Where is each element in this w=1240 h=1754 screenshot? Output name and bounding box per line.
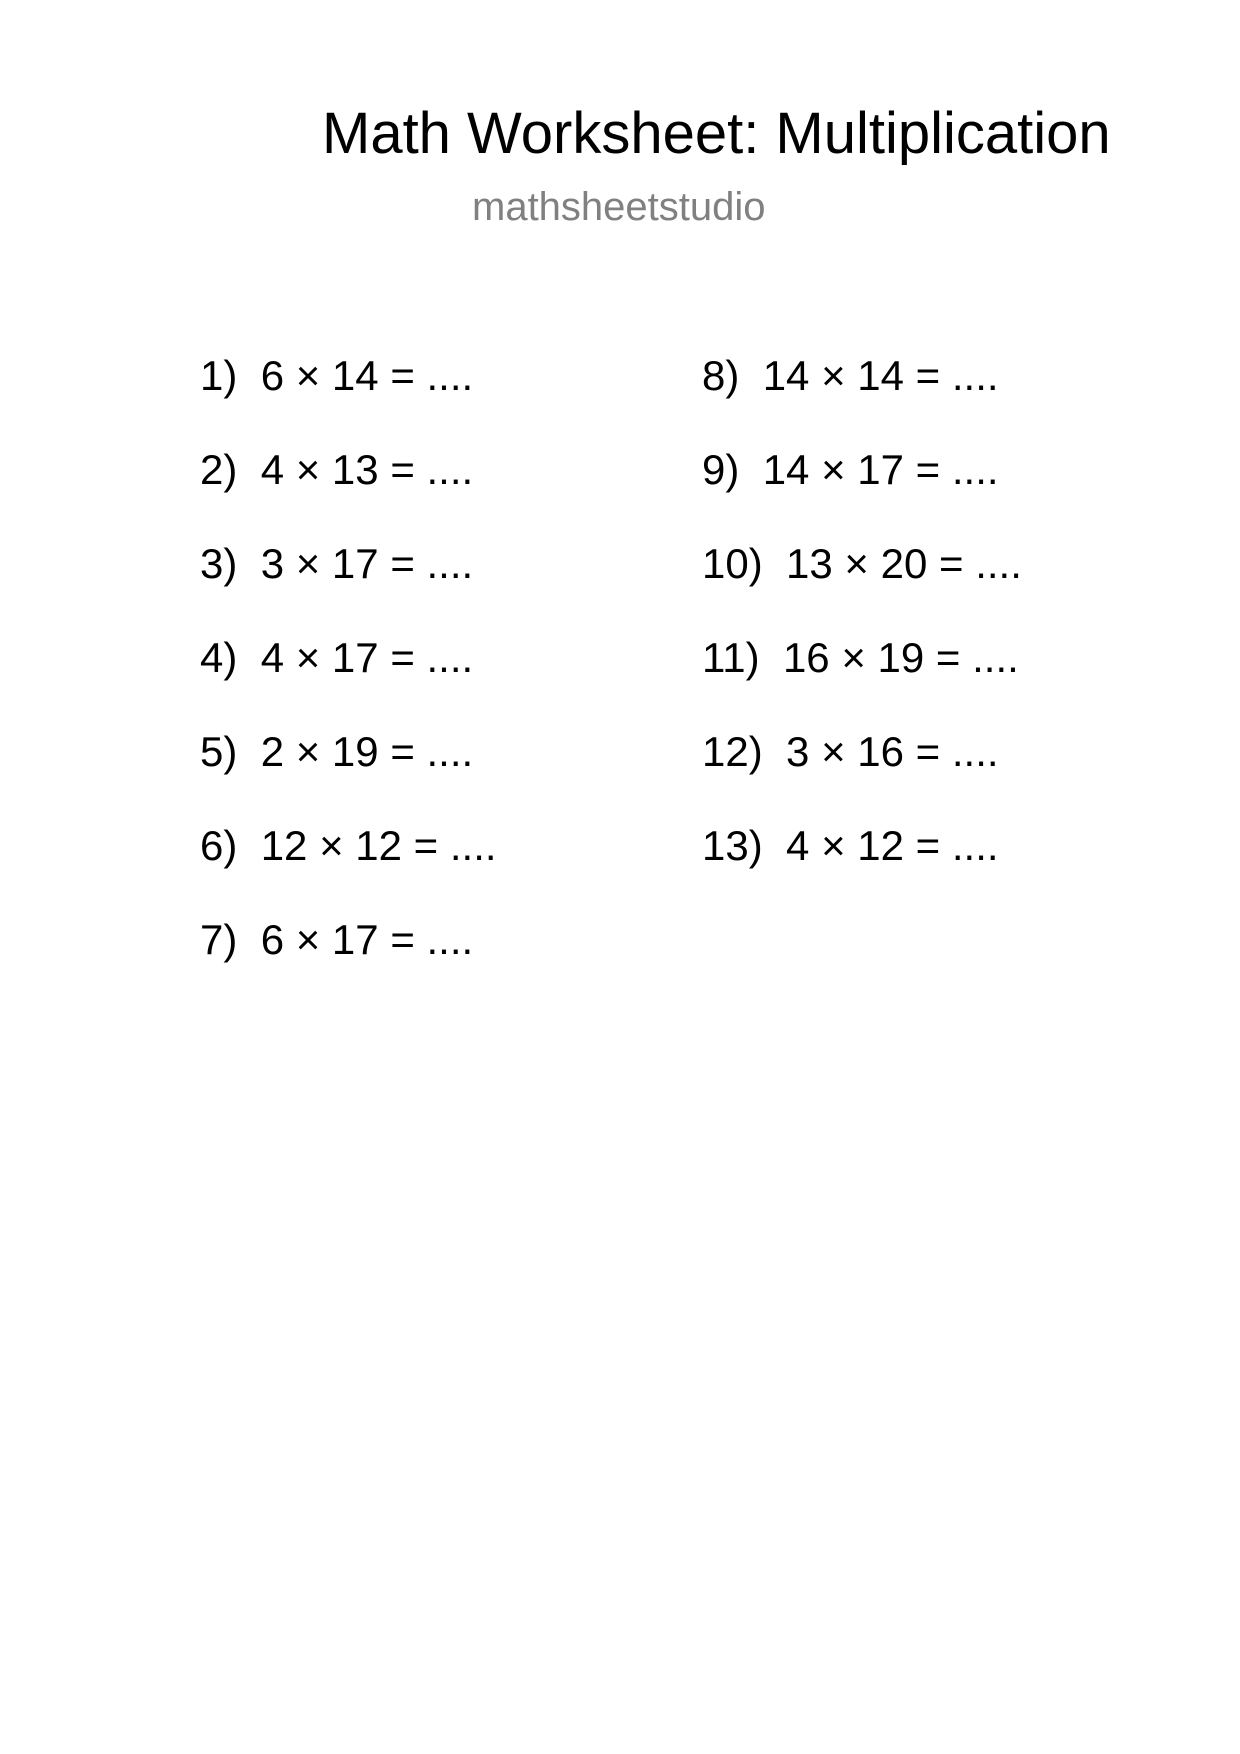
problem-item [200, 724, 473, 780]
problem-expression: 4 × 13 = .... [260, 446, 474, 493]
problem-number: 13) [702, 822, 763, 869]
problem-number: 6) [200, 822, 238, 869]
problem-expression: 3 × 16 = .... [786, 728, 999, 775]
problem-expression: 2 × 19 = .... [260, 728, 474, 775]
problem-number: 1) [200, 352, 238, 399]
problem-item [702, 818, 999, 874]
problem-item [702, 442, 999, 498]
problem-expression: 14 × 14 = .... [762, 352, 999, 399]
problem-expression: 14 × 17 = .... [762, 446, 999, 493]
problem-expression: 3 × 17 = .... [260, 540, 474, 587]
problem-item [702, 724, 999, 780]
problem-expression: 4 × 12 = .... [786, 822, 999, 869]
problem-item [702, 630, 1019, 686]
brand-name: mathsheetstudio [472, 185, 766, 229]
problem-item [200, 348, 473, 404]
problem-item [200, 630, 473, 686]
problem-expression: 16 × 19 = .... [782, 634, 1019, 681]
problem-number: 2) [200, 446, 238, 493]
problem-number: 10) [702, 540, 763, 587]
problem-expression: 12 × 12 = .... [260, 822, 497, 869]
problem-number: 9) [702, 446, 740, 493]
problem-expression: 13 × 20 = .... [786, 540, 1022, 587]
problem-expression: 6 × 14 = .... [260, 352, 474, 399]
problem-expression: 6 × 17 = .... [260, 916, 474, 963]
problem-expression: 4 × 17 = .... [260, 634, 474, 681]
worksheet-title: Math Worksheet: Multiplication [322, 101, 1111, 166]
problem-number: 12) [702, 728, 763, 775]
problem-item [702, 536, 1022, 592]
problem-item [200, 536, 473, 592]
problem-number: 8) [702, 352, 740, 399]
problem-number: 4) [200, 634, 238, 681]
problem-number: 11) [702, 634, 760, 681]
problem-number: 5) [200, 728, 238, 775]
problem-item [200, 912, 473, 968]
problem-number: 3) [200, 540, 238, 587]
problem-item [702, 348, 999, 404]
problem-number: 7) [200, 916, 238, 963]
problem-item [200, 818, 497, 874]
problem-item [200, 442, 473, 498]
